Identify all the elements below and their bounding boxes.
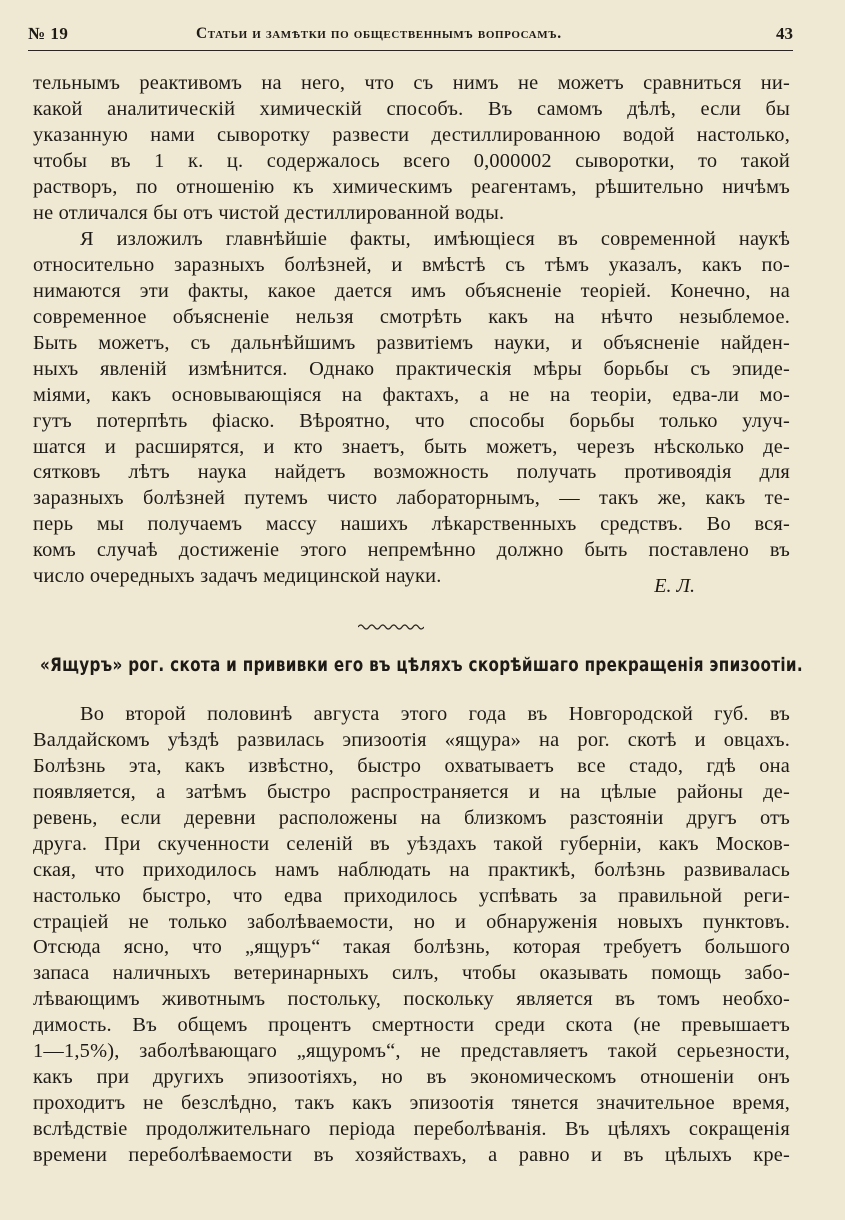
- text-line: какой аналитическій химическій способъ. Въ самомъ дѣлѣ, если бы: [33, 97, 790, 120]
- section-title-text: «Ящуръ» рог. скота и прививки его въ цѣляхъ скорѣйшаго прекращенія эпизоотіи.: [40, 654, 803, 676]
- text-line: Отсюда ясно, что „ящуръ“ такая болѣзнь, которая требуетъ большого: [33, 936, 790, 959]
- text-line: друга. При скученности селеній въ уѣздахъ такой губерніи, какъ Москов-: [33, 832, 790, 855]
- text-line: чтобы въ 1 к. ц. содержалось всего 0,000002 сыворотки, то такой: [33, 149, 790, 172]
- text-line: настолько быстро, что едва приходилось успѣвать за правильной реги-: [33, 884, 790, 907]
- text-line: тельнымъ реактивомъ на него, что съ нимъ не можетъ сравниться ни-: [33, 72, 790, 94]
- text-line: указанную нами сыворотку развести дестиллированною водой настолько,: [33, 123, 790, 146]
- text-line: какъ при другихъ эпизоотіяхъ, но въ экономическомъ отношеніи онъ: [33, 1066, 790, 1089]
- text-line: міями, какъ основывающіяся на фактахъ, а не на теоріи, едва-ли мо-: [33, 383, 790, 406]
- text-line: нимаются эти факты, какое дается имъ объясненіе теоріей. Конечно, на: [33, 279, 790, 302]
- text-line: времени переболѣваемости въ хозяйствахъ, а равно и въ цѣлыхъ кре-: [33, 1143, 790, 1166]
- issue-number: № 19: [28, 24, 69, 43]
- author-signature: Е. Л.: [654, 575, 695, 597]
- text-line: проходитъ не безслѣдно, такъ какъ эпизоотія тянется значительное время,: [33, 1092, 790, 1115]
- text-line: современное объясненіе нельзя смотрѣть какъ на нѣчто незыблемое.: [33, 305, 790, 328]
- text-line: лѣвающимъ животнымъ постольку, поскольку является въ томъ необхо-: [33, 988, 790, 1011]
- text-line: запаса наличныхъ ветеринарныхъ силъ, чтобы оказывать помощь забо-: [33, 962, 790, 985]
- text-line: шатся и расширятся, и кто знаетъ, быть можетъ, черезъ нѣсколько де-: [33, 435, 790, 458]
- header-rule: [28, 50, 793, 51]
- text-line: Быть можетъ, съ дальнѣйшимъ развитіемъ науки, и объясненіе найден-: [33, 331, 790, 354]
- text-line: сятковъ лѣтъ наука найдетъ возможность получать противоядія для: [33, 461, 790, 484]
- paragraph-1: [33, 71, 790, 227]
- page-number: 43: [776, 24, 793, 43]
- text-line: относительно заразныхъ болѣзней, и вмѣстѣ съ тѣмъ указалъ, какъ по-: [33, 253, 790, 276]
- text-line: заразныхъ болѣзней путемъ чисто лабораторнымъ, — такъ же, какъ те-: [33, 487, 790, 510]
- section-title: [40, 654, 803, 676]
- running-header: [28, 24, 793, 46]
- text-line: димость. Въ общемъ процентъ смертности среди скота (не превышаетъ: [33, 1014, 790, 1037]
- text-line: ревень, если деревни расположены на близкомъ разстояніи другъ отъ: [33, 806, 790, 829]
- paragraph-2: [33, 227, 790, 590]
- text-line: страціей не только заболѣваемости, но и обнаруженія новыхъ пунктовъ.: [33, 910, 790, 933]
- text-line: Я изложилъ главнѣйшіе факты, имѣющіеся въ современной наукѣ: [80, 228, 790, 250]
- text-line: растворъ, по отношенію къ химическимъ реагентамъ, рѣшительно ничѣмъ: [33, 175, 790, 198]
- text-line: комъ случаѣ достиженіе этого непремѣнно должно быть поставлено въ: [33, 539, 790, 562]
- text-line: гутъ потерпѣть фіаско. Вѣроятно, что способы борьбы только улуч-: [33, 409, 790, 432]
- text-line: 1—1,5%), заболѣвающаго „ящуромъ“, не представляетъ такой серьезности,: [33, 1040, 790, 1063]
- text-line: Во второй половинѣ августа этого года въ Новгородской губ. въ: [80, 703, 790, 725]
- paragraph-3: [33, 702, 790, 1169]
- text-line: число очередныхъ задачъ медицинской науки.: [33, 565, 442, 588]
- text-line: Болѣзнь эта, какъ извѣстно, быстро охватываетъ все стадо, гдѣ она: [33, 754, 790, 777]
- text-line: перь мы получаемъ массу нашихъ лѣкарственныхъ средствъ. Во вся-: [33, 513, 790, 536]
- text-line: вслѣдствіе продолжительнаго періода переболѣванія. Въ цѣляхъ сокращенія: [33, 1118, 790, 1140]
- text-line: ныхъ явленій измѣнится. Однако практическія мѣры борьбы съ эпиде-: [33, 357, 790, 380]
- running-title: Статьи и замѣтки по общественнымъ вопросамъ.: [196, 25, 562, 42]
- text-line: ская, что приходилось намъ наблюдать на практикѣ, болѣзнь развивалась: [33, 858, 790, 881]
- text-line: не отличался бы отъ чистой дестиллированной воды.: [33, 201, 505, 224]
- text-line: появляется, а затѣмъ быстро распространяется и на цѣлые районы де-: [33, 780, 790, 803]
- section-separator: [358, 623, 424, 631]
- text-line: Валдайскомъ уѣздѣ развилась эпизоотія «ящура» на рог. скотѣ и овцахъ.: [33, 728, 790, 751]
